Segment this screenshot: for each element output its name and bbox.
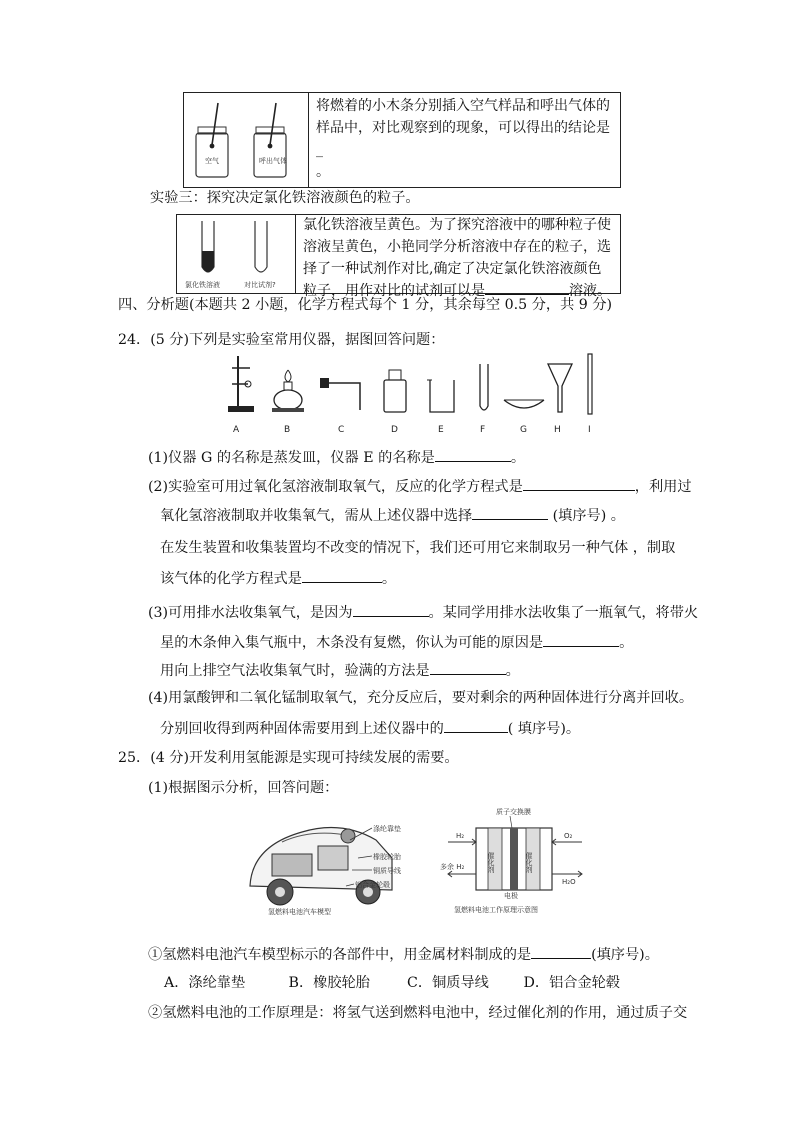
q24-part-2-line-3: 在发生装置和收集装置均不改变的情况下，我们还可用它来制取另一种气体 ，制取 <box>160 540 676 556</box>
jar-label-air: 空气 <box>205 157 219 165</box>
glass-rod-icon <box>588 354 592 414</box>
excess-h2-label: 多余 H₂ <box>440 863 465 871</box>
q24-part-2-line-4: 该气体的化学方程式是 。 <box>160 568 396 589</box>
answer-blank[interactable] <box>543 632 619 647</box>
option-b[interactable]: B．橡胶轮胎 <box>288 975 370 991</box>
answer-blank[interactable] <box>435 447 511 462</box>
answer-blank[interactable] <box>485 280 569 295</box>
hydrogen-car-figure <box>242 806 422 918</box>
experiment-2-text-cell <box>316 95 616 183</box>
answer-blank[interactable] <box>353 602 429 617</box>
exp3-line-2: 溶液呈黄色，小艳同学分析溶液中存在的粒子，选 <box>303 239 611 255</box>
beaker-icon <box>427 380 454 412</box>
exp2-line-3: 。 <box>316 164 330 180</box>
experiment-3-heading: 实验三：探究决定氯化铁溶液颜色的粒子。 <box>150 190 420 206</box>
instrument-label-h: H <box>554 425 561 435</box>
answer-blank[interactable] <box>523 476 635 491</box>
instrument-label-c: C <box>338 425 345 435</box>
experiment-3-image-cell <box>177 215 296 293</box>
instrument-label-i: I <box>588 425 591 435</box>
q24-part-4-line-1: (4)用氯酸钾和二氧化锰制取氧气，充分反应后，要对剩余的两种固体进行分离并回收。 <box>148 690 694 706</box>
instrument-label-a: A <box>233 425 240 435</box>
q25-stem: 25．(4 分)开发利用氢能源是实现可持续发展的需要。 <box>118 750 459 766</box>
instrument-label-b: B <box>284 425 291 435</box>
exp3-line-1: 氯化铁溶液呈黄色。为了探究溶液中的哪种粒子使 <box>303 217 611 233</box>
experiment-2-image-cell <box>184 93 309 187</box>
q24-stem: 24．(5 分)下列是实验室常用仪器，据图回答问题： <box>118 332 445 348</box>
q25-sub-1: (1)根据图示分析，回答问题： <box>148 780 339 796</box>
q24-part-2-line-2: 氧化氢溶液制取并收集氧气，需从上述仪器中选择 (填序号) 。 <box>160 505 625 526</box>
option-d[interactable]: D．铝合金轮毂 <box>523 975 621 991</box>
gas-jars-figure <box>184 93 308 187</box>
instrument-label-e: E <box>438 425 444 435</box>
fuel-cell-caption: 氢燃料电池工作原理示意图 <box>454 906 538 914</box>
o2-input-label: O₂ <box>564 832 573 840</box>
exp3-line-3: 择了一种试剂作对比,确定了决定氯化铁溶液颜色 <box>303 261 602 277</box>
answer-blank[interactable] <box>430 660 506 675</box>
option-a[interactable]: A．涤纶靠垫 <box>164 975 246 991</box>
tube-label-comparison: 对比试剂? <box>244 281 276 289</box>
electrode-label: 电极 <box>504 892 518 900</box>
q25-question-2: ②氢燃料电池的工作原理是：将氢气送到燃料电池中，经过催化剂的作用，通过质子交 <box>148 1005 688 1021</box>
exp2-line-2: 样品中，对比观察到的现象，可以得出的结论是_ <box>316 120 610 158</box>
funnel-icon <box>548 364 572 412</box>
experiment-3-text-cell <box>303 214 618 302</box>
tube-label-ferric-chloride: 氯化铁溶液 <box>185 281 220 289</box>
car-caption: 氢燃料电池汽车模型 <box>268 908 331 916</box>
h2-input-label: H₂ <box>456 832 465 840</box>
evaporating-dish-icon <box>504 400 544 408</box>
exp2-line-1: 将燃着的小木条分别插入空气样品和呼出气体的 <box>316 98 610 114</box>
q24-part-1: (1)仪器 G 的名称是蒸发皿，仪器 E 的名称是 。 <box>148 447 525 468</box>
answer-blank[interactable] <box>531 944 591 959</box>
q24-part-3-line-3: 用向上排空气法收集氧气时，验满的方法是 。 <box>160 660 520 681</box>
q24-part-2-line-1: (2)实验室可用过氧化氢溶液制取氧气，反应的化学方程式是 ，利用过 <box>148 476 692 497</box>
option-c[interactable]: C．铜质导线 <box>407 975 489 991</box>
h2o-output-label: H₂O <box>562 878 576 886</box>
jar-label-exhaled: 呼出气体 <box>259 157 287 165</box>
iron-stand-icon <box>228 356 254 412</box>
wood-stick-right <box>270 103 276 145</box>
car-label-polyester-cushion: 涤纶靠垫 <box>373 825 401 833</box>
fuel-cell-figure <box>440 806 590 916</box>
answer-blank[interactable] <box>472 505 548 520</box>
answer-blank[interactable] <box>444 718 508 733</box>
q25-options <box>164 973 620 993</box>
instrument-label-d: D <box>391 425 398 435</box>
alcohol-lamp-icon <box>272 370 304 412</box>
q24-part-3-line-2: 星的木条伸入集气瓶中，木条没有复燃，你认为可能的原因是 。 <box>160 632 633 653</box>
wood-stick-left <box>212 103 218 145</box>
lab-instruments-figure <box>222 350 610 440</box>
experiment-2-table <box>183 92 621 188</box>
test-tubes-figure <box>177 215 295 293</box>
reagent-bottle-icon <box>384 370 406 412</box>
q24-part-4-line-2: 分别回收得到两种固体需要用到上述仪器中的 ( 填序号)。 <box>160 718 580 739</box>
catalyst-label-right: 催化剂 <box>525 852 533 873</box>
test-tube-icon <box>480 364 488 410</box>
instrument-label-g: G <box>520 425 527 435</box>
q24-part-3-line-1: (3)可用排水法收集氧气，是因为 。某同学用排水法收集了一瓶氧气，将带火 <box>148 602 698 623</box>
section-4-title: 四、分析题(本题共 2 小题，化学方程式每个 1 分，其余每空 0.5 分，共 9 分) <box>118 297 613 313</box>
proton-exchange-membrane-label: 质子交换膜 <box>496 808 531 816</box>
comparison-reagent-tube <box>255 221 267 272</box>
car-label-copper-wire: 铜质导线 <box>373 867 401 875</box>
answer-blank[interactable] <box>302 568 382 583</box>
membrane <box>510 828 518 890</box>
car-label-rubber-tire: 橡胶轮胎 <box>373 853 401 861</box>
instrument-label-f: F <box>480 425 486 435</box>
catalyst-label-left: 催化剂 <box>487 852 495 873</box>
car-label-aluminum-hub: 铝合金轮毂 <box>355 881 390 889</box>
exp3-line-4: 粒子，用作对比的试剂可以是 溶液。 <box>303 280 618 302</box>
delivery-tube-icon <box>320 378 360 410</box>
experiment-3-table <box>176 214 621 299</box>
q25-question-1: ①氢燃料电池汽车模型标示的各部件中，用金属材料制成的是 (填序号)。 <box>148 944 659 965</box>
